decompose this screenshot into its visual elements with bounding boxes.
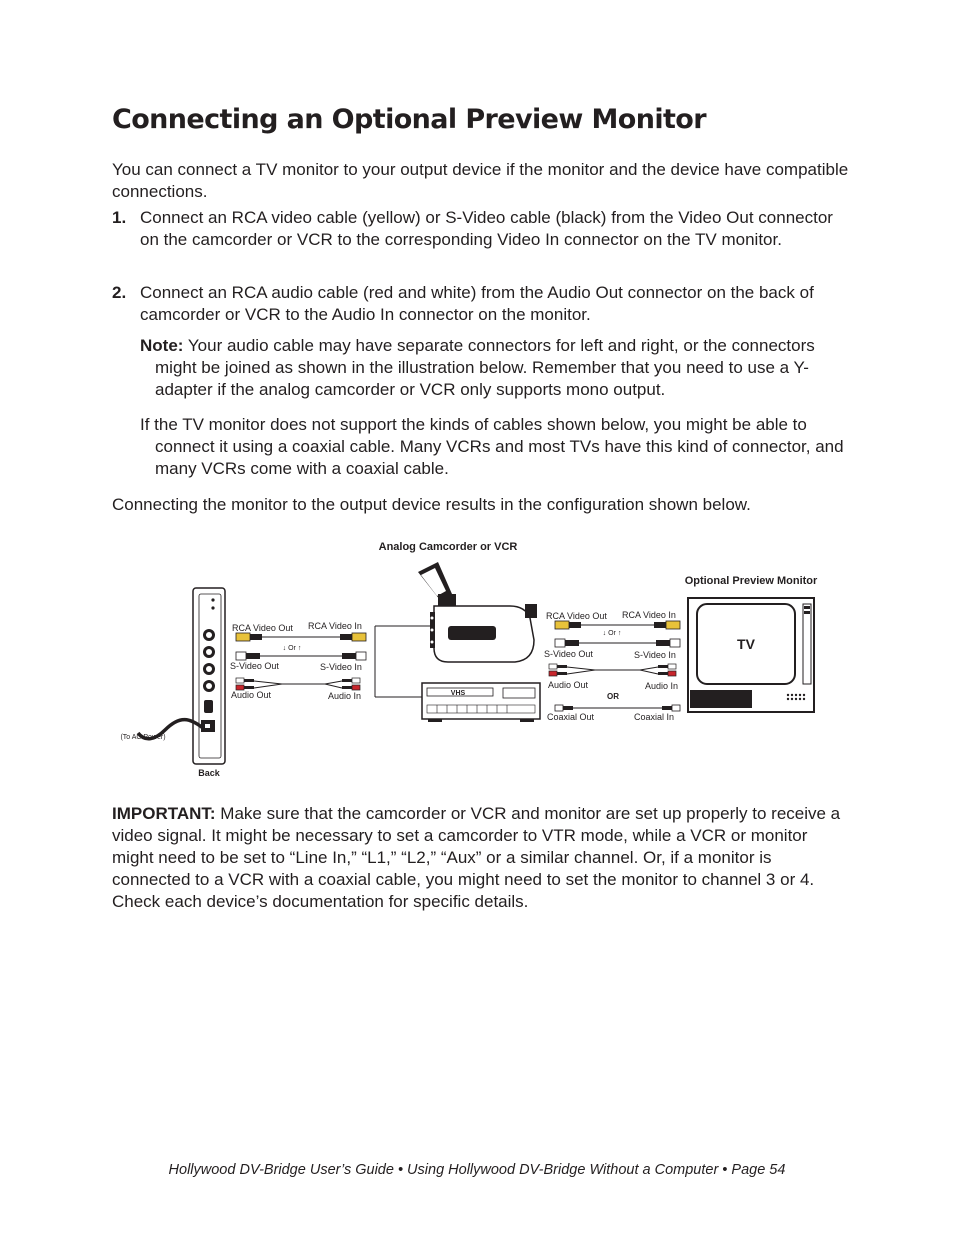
intro-paragraph: You can connect a TV monitor to your output device if the monitor and the device have compatible connections. [112, 160, 849, 201]
left-audio-out-label: Audio Out [231, 690, 272, 700]
right-svideo-in-label: S-Video In [634, 650, 676, 660]
right-coax-in-label: Coaxial In [634, 712, 675, 722]
right-coax-out-label: Coaxial Out [547, 712, 595, 722]
step-2 [112, 282, 842, 326]
right-or-caps-label: OR [607, 692, 619, 701]
step-2-text: Connect an RCA audio cable (red and white) from the Audio Out connector on the back of camcorder or VCR to the Audio In connector on the monitor. [140, 283, 814, 324]
camcorder-icon [418, 562, 537, 662]
page-footer: Hollywood DV-Bridge User’s Guide • Using Hollywood DV-Bridge Without a Computer • Page 54 [168, 1162, 786, 1178]
camcorder-label: Analog Camcorder or VCR [378, 541, 518, 553]
right-or-label: ↓ Or ↑ [602, 630, 622, 637]
note-text: Your audio cable may have separate connectors for left and right, or the connectors might be joined as shown in the illustration below. Remember that you need to use a Y-adapter if the analog camcorder or VCR only supports mono output. [155, 336, 815, 399]
left-audio-in-label: Audio In [328, 691, 362, 701]
right-svideo-out-label: S-Video Out [544, 649, 593, 659]
tv-monitor-icon [688, 598, 814, 712]
page-title: Connecting an Optional Preview Monitor [112, 104, 706, 135]
left-cable-group [230, 621, 366, 701]
note-label: Note: [140, 336, 184, 355]
step-1-number: 1. [112, 208, 127, 227]
power-label: (To AC Power) [120, 734, 166, 741]
left-rca-in-label: RCA Video In [308, 621, 362, 631]
right-audio-out-label: Audio Out [548, 680, 589, 690]
step-1-text: Connect an RCA video cable (yellow) or S-Video cable (black) from the Video Out connector on the camcorder or VCR to the corresponding Video In connector on the TV monitor. [140, 208, 833, 249]
right-cable-group [544, 610, 680, 722]
left-rca-out-label: RCA Video Out [232, 623, 293, 633]
important-paragraph [112, 803, 842, 913]
coaxial-paragraph: If the TV monitor does not support the kinds of cables shown below, you might be able to connect it using a coaxial cable. Many VCRs and most TVs have this kind of connector, and many VCRs come with a coaxial cable. [140, 415, 844, 478]
summary-paragraph: Connecting the monitor to the output device results in the configuration shown below. [112, 495, 751, 514]
left-or-label: ↓ Or ↑ [282, 645, 302, 652]
left-svideo-out-label: S-Video Out [230, 661, 279, 671]
important-text: Make sure that the camcorder or VCR and monitor are set up properly to receive a video signal. It might be necessary to set a camcorder to VTR mode, while a VCR or monitor might need to be set to “Line In,” “L1,” “L2,” “Aux” or a similar channel. Or, if a monitor is connected to a VCR with a coaxial cable, you might need to set the monitor to channel 3 or 4. Check each device’s documentation for specific details. [112, 804, 841, 911]
important-label: IMPORTANT: [112, 804, 216, 823]
vcr-icon [422, 683, 540, 722]
vcr-label: VHS [450, 690, 466, 697]
back-label: Back [198, 768, 220, 778]
connection-diagram [100, 530, 850, 790]
step-2-number: 2. [112, 283, 127, 302]
dv-bridge-back-panel [193, 588, 225, 764]
right-rca-in-label: RCA Video In [622, 610, 676, 620]
step-1 [112, 207, 842, 251]
left-svideo-in-label: S-Video In [320, 662, 362, 672]
tv-label: TV [737, 636, 755, 652]
right-audio-in-label: Audio In [645, 681, 679, 691]
note-paragraph [140, 335, 861, 401]
monitor-label: Optional Preview Monitor [684, 575, 818, 587]
right-rca-out-label: RCA Video Out [546, 611, 607, 621]
